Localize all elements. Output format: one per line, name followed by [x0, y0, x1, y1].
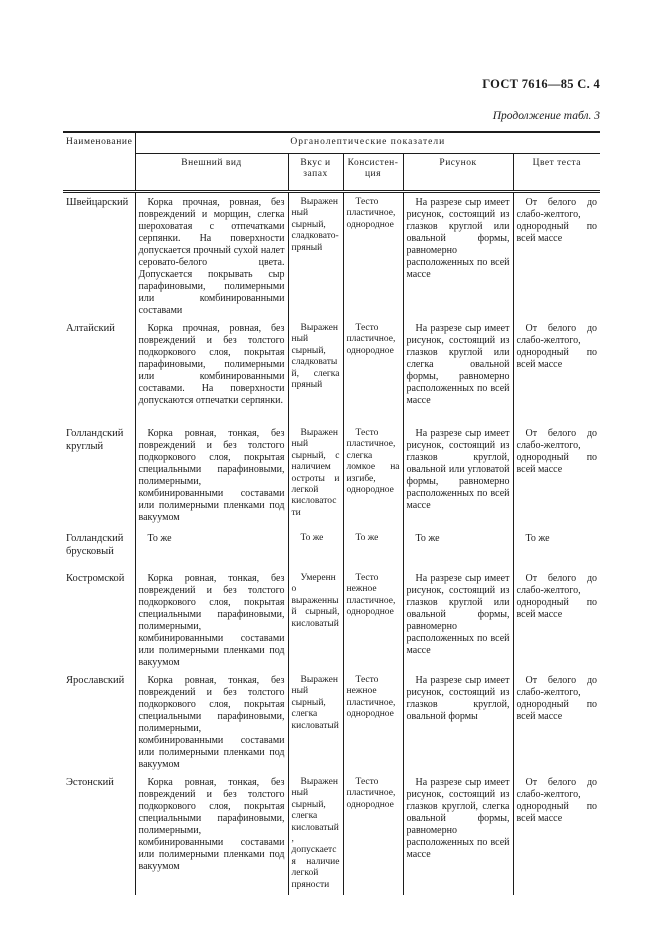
- cell-consistency: Тесто пластичное, слегка ломкое на изгибе, однородное: [343, 424, 403, 529]
- cell-dough-color: От белого до слабо-желтого, однородный по всей массе: [513, 319, 600, 424]
- table-row-gollandsky-bruskovy: [63, 529, 600, 569]
- cheese-name: Алтайский: [66, 323, 115, 334]
- cell-pattern: На разрезе сыр имеет рисунок, состоящий из глазков круглой или овальной формы, равномерно расположенных по всей массе: [403, 192, 513, 320]
- cell-taste-smell: То же: [288, 529, 343, 569]
- cell-appearance: Корка ровная, тонкая, без повреждений и без толстого подкоркового слоя, покрытая специальными парафиновыми, полимерными, комбинированными составами или полимерными пленками под вакуумом: [135, 424, 288, 529]
- cell-dough-color: От белого до слабо-желтого, однородный по всей массе: [513, 424, 600, 529]
- cell-taste-smell: Выраженный сырный, сладковато-пряный: [288, 192, 343, 320]
- cell-consistency: Тесто пластичное, однородное: [343, 319, 403, 424]
- cell-appearance: То же: [135, 529, 288, 569]
- cell-pattern: То же: [403, 529, 513, 569]
- cheese-name: Голландский брусковый: [66, 533, 124, 557]
- cheese-name: Эстонский: [66, 777, 114, 788]
- cell-pattern: На разрезе сыр имеет рисунок, состоящий из глазков круглой, овальной или угловатой формы, равномерно расположенных по всей массе: [403, 424, 513, 529]
- column-header-appearance: Внешний вид: [135, 154, 288, 192]
- column-header-name: Наименование: [63, 132, 135, 192]
- cell-pattern: На разрезе сыр имеет рисунок, состоящий из глазков круглой или слегка овальной формы, равномерно расположенных по всей массе: [403, 319, 513, 424]
- cell-consistency: Тесто нежное пластичное, однородное: [343, 671, 403, 773]
- cell-taste-smell: Выраженный сырный, слегка кисловатый, допускается наличие легкой пряности: [288, 773, 343, 895]
- cell-consistency: Тесто пластичное, однородное: [343, 192, 403, 320]
- organoleptic-indicators-table: [63, 131, 600, 895]
- cell-consistency: То же: [343, 529, 403, 569]
- table-row-yaroslavsky: [63, 671, 600, 773]
- cell-dough-color: От белого до слабо-желтого, однородный по всей массе: [513, 192, 600, 320]
- cell-pattern: На разрезе сыр имеет рисунок, состоящий из глазков круглой, овальной формы: [403, 671, 513, 773]
- cell-dough-color: От белого до слабо-желтого, однородный по всей массе: [513, 671, 600, 773]
- table-row-altaysky: [63, 319, 600, 424]
- cell-taste-smell: Выраженный сырный, с наличием остроты и легкой кисловатости: [288, 424, 343, 529]
- cell-taste-smell: Выраженный сырный, сладковатый, слегка пряный: [288, 319, 343, 424]
- table-row-gollandsky-krugly: [63, 424, 600, 529]
- column-header-consistency: Консистен-ция: [343, 154, 403, 192]
- cell-consistency: Тесто нежное пластичное, однородное: [343, 569, 403, 671]
- table-continuation-caption: Продолжение табл. 3: [492, 110, 600, 122]
- cheese-name: Швейцарский: [66, 197, 129, 208]
- cell-appearance: Корка ровная, тонкая, без повреждений и без толстого подкоркового слоя, покрытая специальными парафиновыми, полимерными, комбинированными составами или полимерными пленками под вакуумом: [135, 671, 288, 773]
- cheese-name: Костромской: [66, 573, 125, 584]
- cell-dough-color: От белого до слабо-желтого, однородный по всей массе: [513, 569, 600, 671]
- group-header-organoleptic: Органолептические показатели: [135, 132, 600, 154]
- table-row-estonsky: [63, 773, 600, 895]
- cheese-name: Голландский круглый: [66, 428, 124, 452]
- cell-dough-color: То же: [513, 529, 600, 569]
- cell-pattern: На разрезе сыр имеет рисунок, состоящий из глазков круглой, слегка овальной формы, равномерно расположенных по всей массе: [403, 773, 513, 895]
- cheese-name: Ярославский: [66, 675, 125, 686]
- table-header-row-2: [63, 154, 600, 192]
- cell-appearance: Корка прочная, ровная, без повреждений и морщин, слегка шероховатая с отпечатками серпянки. На поверхности допускается прочный сухой налет серовато-белого цвета. Допускается покрывать сыр парафиновыми, полимерными или комбинированными составами: [135, 192, 288, 320]
- column-header-taste-smell: Вкус и запах: [288, 154, 343, 192]
- cell-pattern: На разрезе сыр имеет рисунок, состоящий из глазков круглой или овальной формы, равномерно расположенных по всей массе: [403, 569, 513, 671]
- cell-appearance: Корка ровная, тонкая, без повреждений и без толстого подкоркового слоя, покрытая специальными парафиновыми, полимерными, комбинированными составами или полимерными пленками под вакуумом: [135, 569, 288, 671]
- cell-taste-smell: Умеренно выраженный сырный, кисловатый: [288, 569, 343, 671]
- cell-appearance: Корка прочная, ровная, без повреждений и без толстого подкоркового слоя, покрытая парафиновыми, полимерными или комбинированными составами. На поверхности допускаются отпечатки серпянки.: [135, 319, 288, 424]
- column-header-dough-color: Цвет теста: [513, 154, 600, 192]
- table-row-kostromskoy: [63, 569, 600, 671]
- cell-consistency: Тесто пластичное, однородное: [343, 773, 403, 895]
- cell-appearance: Корка ровная, тонкая, без повреждений и без толстого подкоркового слоя, покрытая специальными парафиновыми, полимерными, комбинированными составами или полимерными пленками под вакуумом: [135, 773, 288, 895]
- gost-reference: ГОСТ 7616—85 С. 4: [482, 77, 600, 91]
- column-header-pattern: Рисунок: [403, 154, 513, 192]
- table-header-row-1: [63, 132, 600, 154]
- table-row-shveytsarsky: [63, 192, 600, 320]
- cell-dough-color: От белого до слабо-желтого, однородный по всей массе: [513, 773, 600, 895]
- cell-taste-smell: Выраженный сырный, слегка кисловатый: [288, 671, 343, 773]
